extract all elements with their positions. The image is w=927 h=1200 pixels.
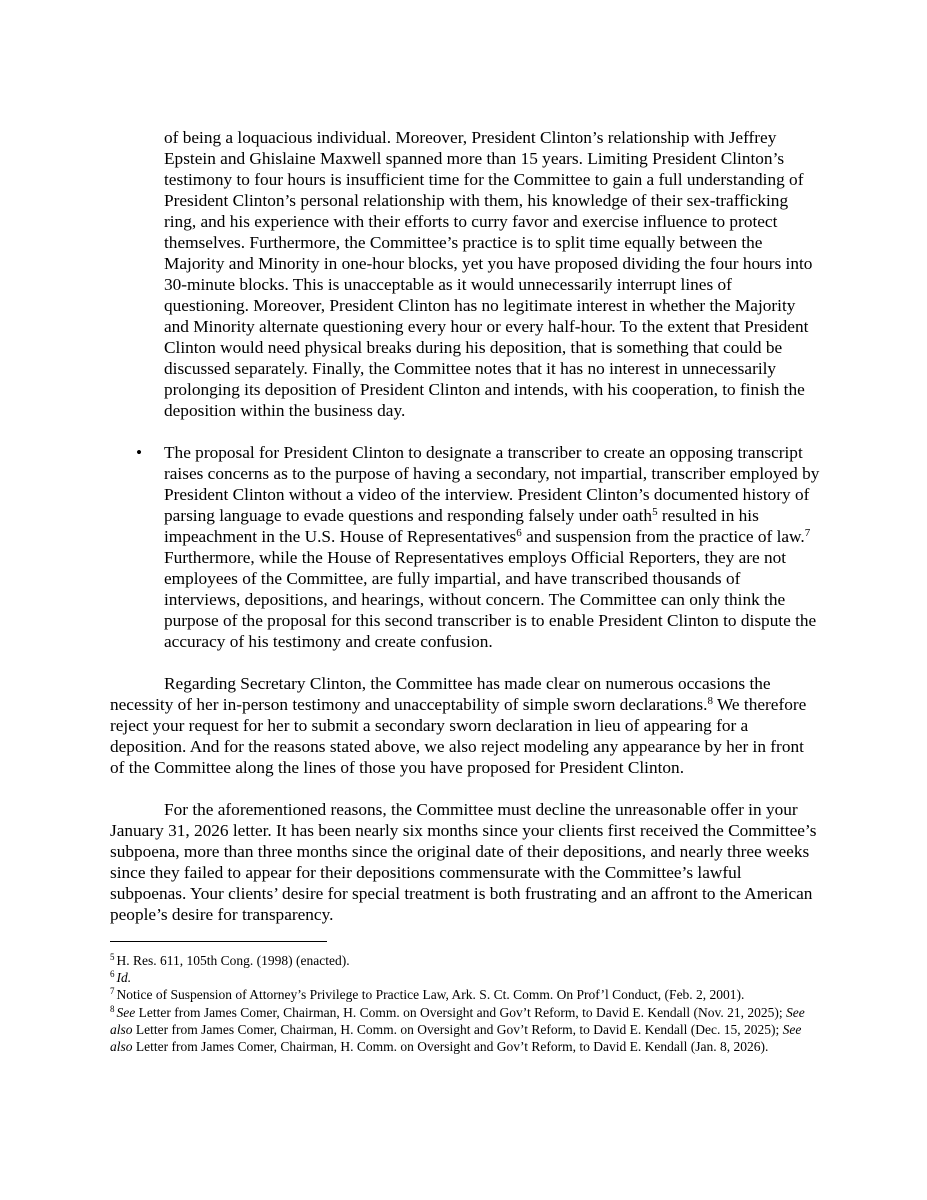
- bullet-text: The proposal for President Clinton to designate a transcriber to create an opposing transcript raises concerns as to the purpose of having a secondary, not impartial, transcriber employed by President Clinton without a video of the interview. President Clinton’s documented history of parsing language to evade questions and responding falsely under oath$^5$ resulted in his impeachment in the U.S. House of Representatives$^6$ and suspension from the practice of law.$^7$ Furthermore, while the House of Representatives employs Official Reporters, they are not employees of the Committee, are fully impartial, and have transcribed thousands of interviews, depositions, and hearings, without concern. The Committee can only think the purpose of the proposal for this second transcriber is to enable President Clinton to dispute the accuracy of his testimony and create confusion.: [164, 443, 820, 652]
- footnote-ref-6: 6: [516, 527, 522, 540]
- footnote-divider: [110, 941, 327, 942]
- footnote-5: $^5$ H. Res. 611, 105th Cong. (1998) (enacted).: [110, 952, 350, 968]
- footnote-8: $^8$ See Letter from James Comer, Chairman, H. Comm. on Oversight and Gov’t Reform, to David E. Kendall (Nov. 21, 2025); See also Letter from James Comer, Chairman, H. Comm. on Oversight and Gov’t Reform, to David E. Kendall (Dec. 15, 2025); See also Letter from James Comer, Chairman, H. Comm. on Oversight and Gov’t Reform, to David E. Kendall (Jan. 8, 2026).: [110, 1003, 805, 1055]
- bullet-icon: •: [136, 443, 143, 463]
- footnote-ref-7: 7: [804, 527, 811, 540]
- footnote-ref-5: 5: [652, 506, 658, 519]
- bullet-item-transcriber: [110, 442, 820, 652]
- footnote-ref-8: 8: [707, 695, 713, 708]
- footnote-6: $^6$ Id.: [110, 969, 132, 986]
- footnote-7: $^7$ Notice of Suspension of Attorney’s Privilege to Practice Law, Ark. S. Ct. Comm. On Prof’l Conduct, (Feb. 2, 2001).: [110, 986, 745, 1003]
- footnotes: [110, 952, 820, 1055]
- main-body: [110, 110, 820, 925]
- paragraph-secretary-clinton: Regarding Secretary Clinton, the Committee has made clear on numerous occasions the necessity of her in-person testimony and unacceptability of simple sworn declarations.$^8$ We therefore reject your request for her to submit a secondary sworn declaration in lieu of appearing for a deposition. And for the reasons stated above, we also reject modeling any appearance by her in front of the Committee along the lines of those you have proposed for President Clinton.: [110, 674, 807, 778]
- continued-bullet-text: of being a loquacious individual. Moreover, President Clinton’s relationship with Jeffrey Epstein and Ghislaine Maxwell spanned more than 15 years. Limiting President Clinton’s testimony to four hours is insufficient time for the Committee to gain a full understanding of President Clinton’s personal relationship with them, his knowledge of their sex-trafficking ring, and his experience with their efforts to curry favor and exercise influence to protect themselves. Furthermore, the Committee’s practice is to split time equally between the Majority and Minority in one-hour blocks, yet you have proposed dividing the four hours into 30-minute blocks. This is unacceptable as it would unnecessarily interrupt lines of questioning. Moreover, President Clinton has no legitimate interest in whether the Majority and Minority alternate questioning every hour or every half-hour. To the extent that President Clinton would need physical breaks during his deposition, that is something that could be discussed separately. Finally, the Committee notes that it has no interest in unnecessarily prolonging its deposition of President Clinton and intends, with his cooperation, to finish the deposition within the business day.: [164, 128, 813, 421]
- paragraph-conclusion: For the aforementioned reasons, the Committee must decline the unreasonable offer in your January 31, 2026 letter. It has been nearly six months since your clients first received the Committee’s subpoena, more than three months since the original date of their depositions, and nearly three weeks since they failed to appear for their depositions commensurate with the Committee’s lawful subpoenas. Your clients’ desire for special treatment is both frustrating and an affront to the American people’s desire for transparency.: [110, 800, 817, 925]
